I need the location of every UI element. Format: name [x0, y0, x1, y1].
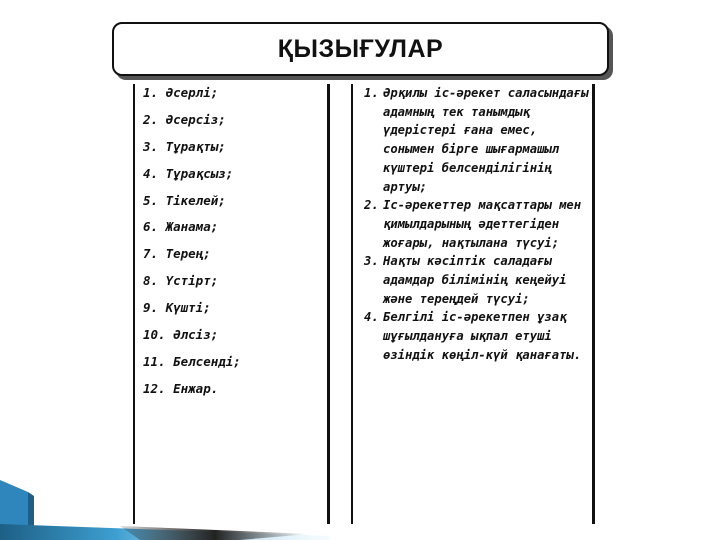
list-item: [364, 84, 592, 196]
page-title: ҚЫЗЫҒУЛАР: [277, 34, 444, 63]
right-column-right-border: [592, 84, 595, 524]
list-item: 7. Терең;: [143, 246, 211, 262]
item-number: 2.: [364, 198, 379, 213]
title-box: [112, 22, 609, 76]
right-list: [364, 84, 592, 365]
list-item: 3. Тұрақты;: [143, 138, 226, 154]
list-item: 9. Күшті;: [143, 300, 211, 316]
item-number: 1.: [364, 86, 379, 100]
right-column-left-border: [351, 84, 353, 524]
list-item: 4. Тұрақсыз;: [143, 165, 234, 181]
list-item: 5. Тікелей;: [143, 192, 226, 208]
list-item: 11. Белсенді;: [143, 353, 241, 369]
list-item: 6. Жанама;: [143, 219, 219, 235]
item-number: 4.: [364, 310, 379, 325]
list-item: 1. Әсерлі;: [143, 85, 219, 100]
list-item: 8. Үстірт;: [143, 273, 219, 289]
list-item: [364, 196, 592, 252]
list-item: 10. Әлсіз;: [143, 327, 219, 343]
item-text: Іс-әрекеттер мақсаттары мен қимылдарының әдеттегіден жоғары, нақтылана түсуі;: [383, 198, 582, 250]
item-number: 3.: [364, 254, 379, 269]
list-item: [364, 308, 592, 364]
list-item: 2. Әсерсіз;: [143, 111, 226, 127]
slide-accent-decoration: [0, 450, 340, 540]
item-text: Белгілі іс-әрекетпен ұзақ шұғылдануға ықпал етуші өзіндік көңіл-күй қанағаты.: [383, 310, 582, 362]
item-text: Әрқилы іс-әрекет саласындағы адамның тек танымдық үдерістері ғана емес, сонымен бірге шығармашыл күштері белсенділігінің артуы;: [383, 86, 589, 194]
left-list: [143, 84, 323, 407]
list-item: [364, 252, 592, 308]
item-text: Нақты кәсіптік саладағы адамдар білімінің кеңейуі және тереңдей түсуі;: [383, 254, 567, 306]
list-item: 12. Енжар.: [143, 380, 219, 396]
